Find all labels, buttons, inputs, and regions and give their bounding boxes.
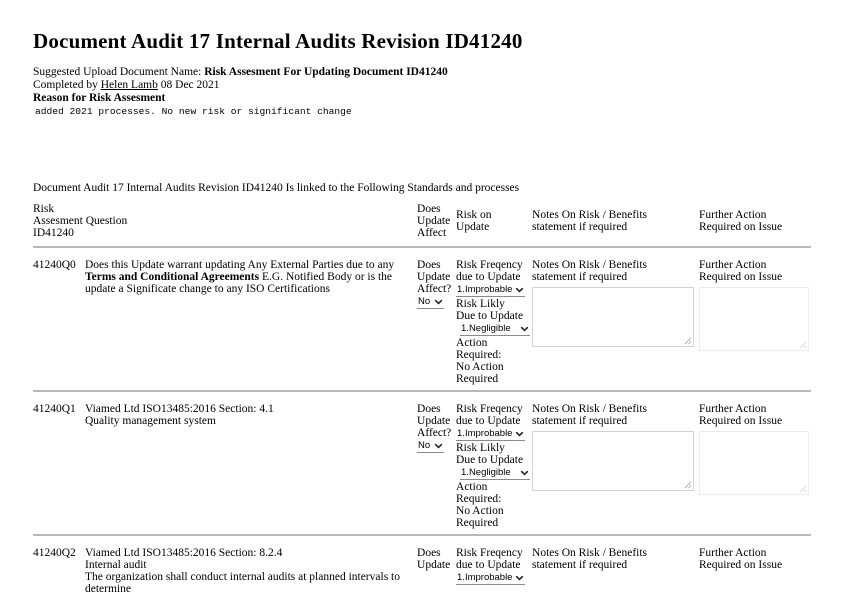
chevron-down-icon bbox=[515, 575, 524, 581]
header-further-action: Further Action Required on Issue bbox=[699, 203, 811, 247]
select-value: 1.Negligible bbox=[461, 467, 511, 478]
select-value: 1.Negligible bbox=[461, 323, 511, 334]
select-value: No bbox=[418, 296, 431, 307]
further-action-label: Further Action Required on Issue bbox=[699, 259, 783, 283]
risk-frequency-select[interactable] bbox=[456, 429, 525, 441]
does-update-affect-cell bbox=[417, 535, 456, 595]
chevron-down-icon bbox=[434, 299, 443, 305]
notes-label: Notes On Risk / Benefits statement if required bbox=[532, 259, 648, 283]
suggested-name-value: Risk Assesment For Updating Document ID41240 bbox=[204, 66, 448, 78]
table-row bbox=[33, 391, 811, 535]
further-action-label: Further Action Required on Issue bbox=[699, 547, 783, 571]
notes-cell bbox=[532, 535, 699, 595]
action-required-value: No Action Required bbox=[456, 505, 504, 529]
page-title: Document Audit 17 Internal Audits Revision ID41240 bbox=[33, 29, 523, 53]
select-value: 1.Improbable bbox=[457, 284, 513, 295]
does-update-affect-label: Does Update Affect? bbox=[417, 259, 452, 295]
question-text: Viamed Ltd ISO13485:2016 Section: 4.1 Quality management system bbox=[85, 391, 417, 535]
header-risk-on-update: Risk on Update bbox=[456, 203, 532, 247]
further-action-textarea[interactable] bbox=[699, 287, 809, 351]
chevron-down-icon bbox=[520, 326, 529, 332]
further-action-cell bbox=[699, 391, 811, 535]
risk-frequency-label: Risk Freqency due to Update bbox=[456, 259, 523, 283]
chevron-down-icon bbox=[515, 431, 524, 437]
action-required-value: No Action Required bbox=[456, 361, 504, 385]
question-id: 41240Q2 bbox=[33, 547, 76, 559]
does-update-affect-label: Does Update bbox=[417, 547, 451, 571]
action-required-label: Action Required: bbox=[456, 337, 502, 361]
further-action-label: Further Action Required on Issue bbox=[699, 403, 783, 427]
header-does-update-affect: Does Update Affect bbox=[417, 203, 456, 247]
does-update-affect-cell bbox=[417, 391, 456, 535]
reason-label: Reason for Risk Assesment bbox=[33, 92, 166, 104]
risk-on-update-cell bbox=[456, 247, 532, 391]
completed-date: 08 Dec 2021 bbox=[157, 79, 220, 91]
question-id: 41240Q1 bbox=[33, 391, 85, 535]
table-row bbox=[33, 535, 811, 595]
does-update-affect-select[interactable] bbox=[417, 441, 444, 453]
resize-grip-icon bbox=[684, 481, 692, 489]
select-value: 1.Improbable bbox=[457, 428, 513, 439]
question-text: Does this Update warrant updating Any External Parties due to any Terms and Conditional Agreements E.G. Notified Body or is the update a Significate change to any ISO Certifications bbox=[85, 247, 417, 391]
resize-grip-icon bbox=[684, 337, 692, 345]
action-required-label: Action Required: bbox=[456, 481, 502, 505]
chevron-down-icon bbox=[434, 443, 443, 449]
notes-textarea[interactable] bbox=[532, 431, 694, 491]
resize-grip-icon bbox=[799, 341, 807, 349]
question-id: 41240Q0 bbox=[33, 247, 85, 391]
completed-by-link[interactable]: Helen Lamb bbox=[100, 79, 158, 91]
further-action-cell bbox=[699, 535, 811, 595]
completed-line bbox=[33, 79, 811, 92]
risk-frequency-select[interactable] bbox=[456, 285, 525, 297]
header-question-column: Risk Assesment Question ID41240 bbox=[33, 203, 417, 247]
notes-textarea[interactable] bbox=[532, 287, 694, 347]
suggested-name-line bbox=[33, 66, 811, 79]
completed-label: Completed by bbox=[33, 79, 101, 91]
chevron-down-icon bbox=[515, 287, 524, 293]
risk-likely-label: Risk Likly Due to Update bbox=[456, 442, 524, 466]
reason-text: added 2021 processes. No new risk or significant change bbox=[35, 106, 352, 117]
notes-label: Notes On Risk / Benefits statement if required bbox=[532, 403, 648, 427]
risk-on-update-cell bbox=[456, 391, 532, 535]
further-action-textarea[interactable] bbox=[699, 431, 809, 495]
header-notes: Notes On Risk / Benefits statement if required bbox=[532, 203, 699, 247]
table-row bbox=[33, 247, 811, 391]
select-value: No bbox=[418, 440, 431, 451]
further-action-cell bbox=[699, 247, 811, 391]
risk-frequency-label: Risk Freqency due to Update bbox=[456, 547, 523, 571]
notes-label: Notes On Risk / Benefits statement if required bbox=[532, 547, 648, 571]
risk-frequency-select[interactable] bbox=[456, 573, 525, 585]
notes-cell bbox=[532, 247, 699, 391]
chevron-down-icon bbox=[520, 470, 529, 476]
suggested-name-label: Suggested Upload Document Name: bbox=[33, 66, 205, 78]
risk-frequency-label: Risk Freqency due to Update bbox=[456, 403, 523, 427]
question-text: Viamed Ltd ISO13485:2016 Section: 8.2.4 Internal audit The organization shall conduct internal audits at planned intervals to determine bbox=[85, 547, 400, 595]
linked-standards-line: Document Audit 17 Internal Audits Revision ID41240 Is linked to the Following Standards and processes bbox=[33, 182, 520, 194]
select-value: 1.Improbable bbox=[457, 572, 513, 583]
risk-likely-label: Risk Likly Due to Update bbox=[456, 298, 524, 322]
does-update-affect-cell bbox=[417, 247, 456, 391]
does-update-affect-select[interactable] bbox=[417, 297, 444, 309]
risk-likely-select[interactable] bbox=[460, 468, 530, 480]
resize-grip-icon bbox=[799, 485, 807, 493]
risk-on-update-cell bbox=[456, 535, 532, 595]
notes-cell bbox=[532, 391, 699, 535]
table-header-row bbox=[33, 203, 811, 247]
risk-likely-select[interactable] bbox=[460, 324, 530, 336]
does-update-affect-label: Does Update Affect? bbox=[417, 403, 452, 439]
audit-table bbox=[33, 203, 811, 595]
